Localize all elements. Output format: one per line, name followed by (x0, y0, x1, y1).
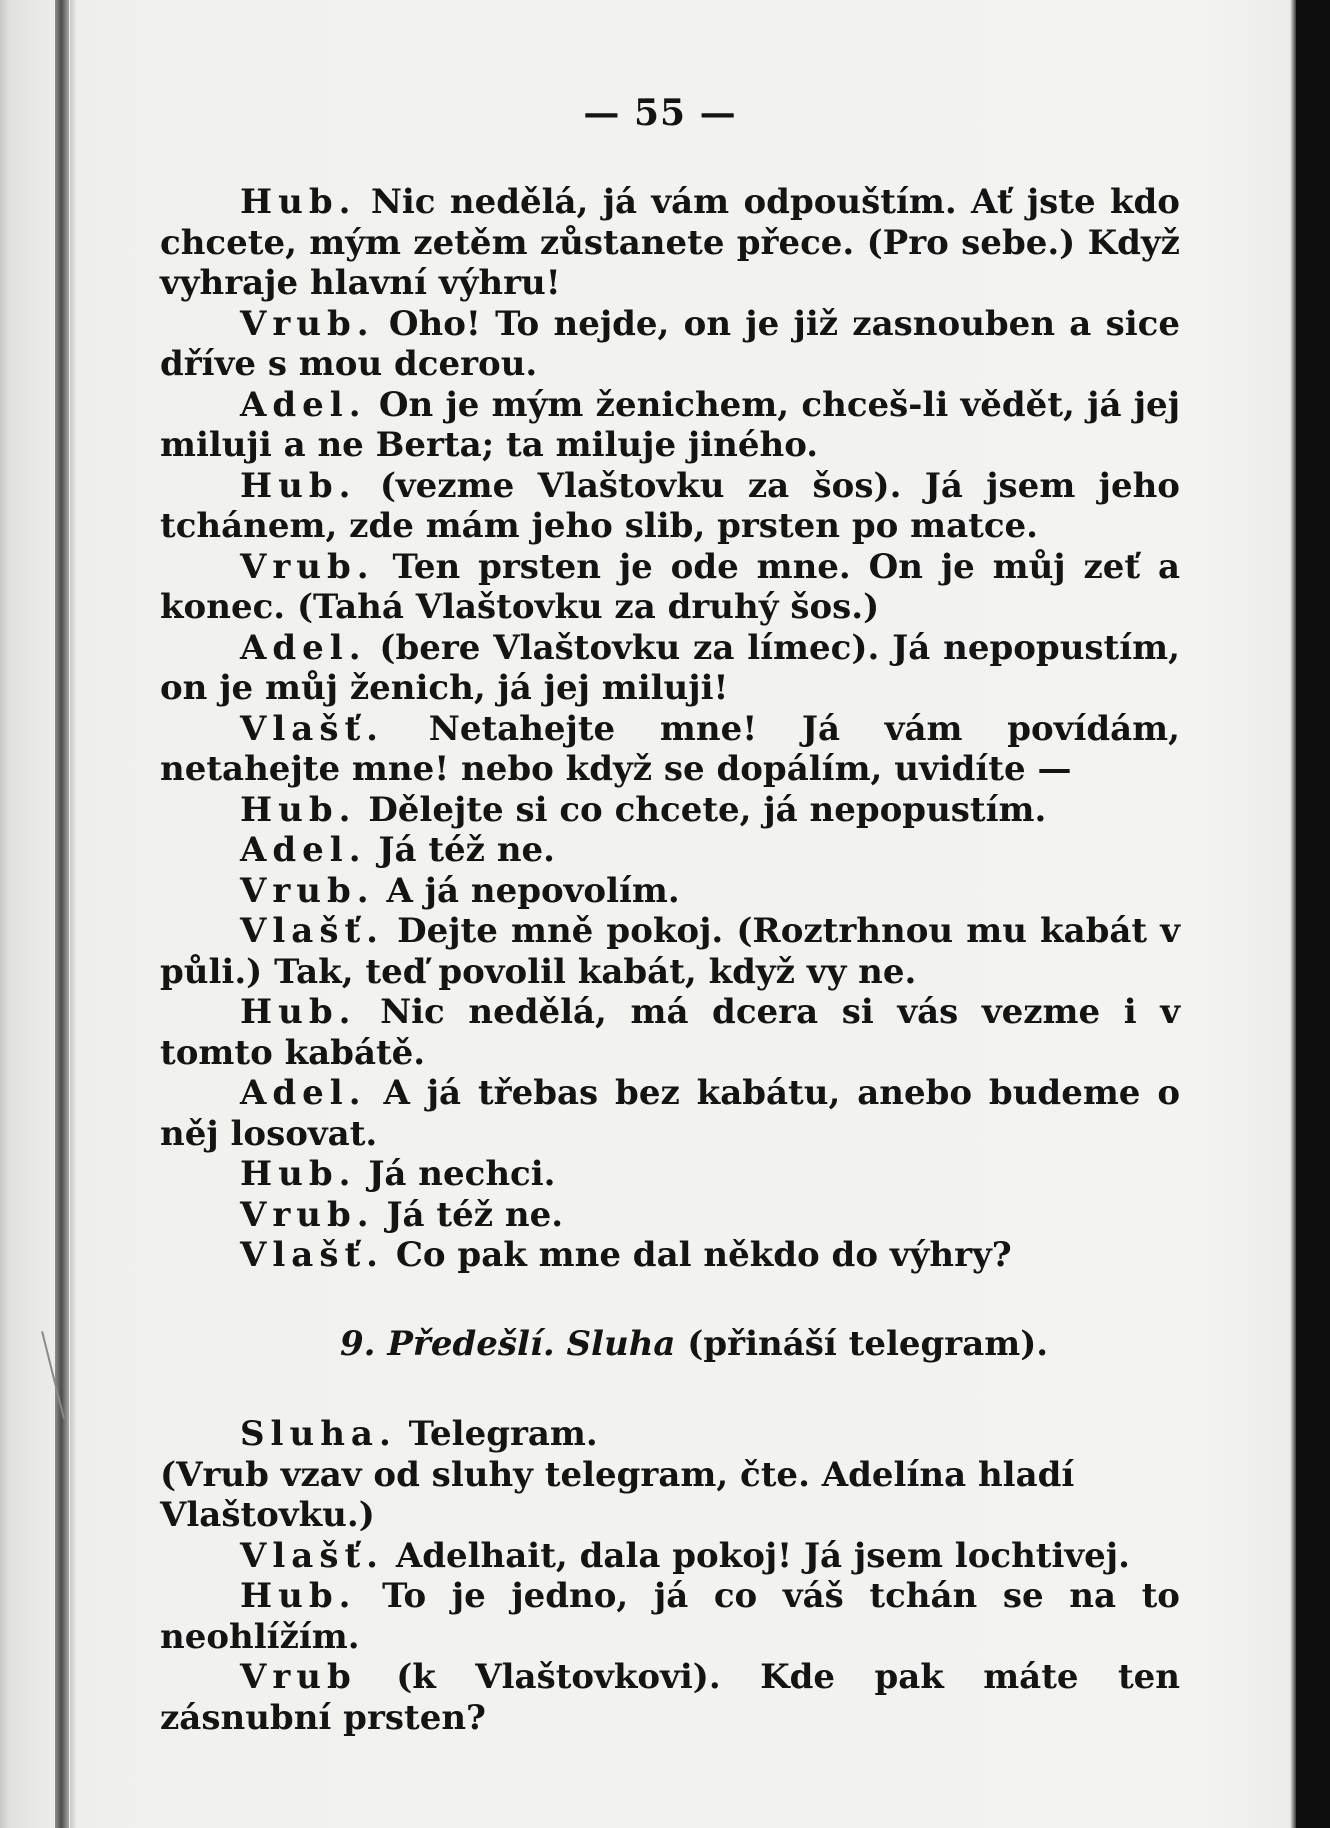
speaker-name: Adel. (240, 1073, 367, 1113)
paragraph-text: Ten prsten je ode mne. On je můj zeť a konec. (Tahá Vlaštovku za druhý šos.) (160, 546, 1181, 627)
paragraph-text: (bere Vlaštovku za límec). Já nepopustím, on je můj ženich, já jej miluji! (160, 627, 1180, 708)
paragraph-text: A já třebas bez kabátu, anebo budeme o něj losovat. (160, 1073, 1180, 1154)
speaker-name: Hub. (240, 992, 357, 1032)
body-text (160, 182, 1180, 1738)
paragraph (160, 871, 1180, 912)
paragraph-text: Dejte mně pokoj. (Roztrhnou mu kabát v půli.) Tak, teď povolil kabát, když vy ne. (160, 911, 1180, 992)
speaker-name: Vrub. (240, 546, 375, 587)
paragraph-text: Dělejte si co chcete, já nepopustím. (368, 789, 1047, 830)
paragraph-text: Já nechci. (368, 1154, 556, 1194)
speaker-name: Hub. (240, 1576, 357, 1616)
paragraph (160, 1414, 1180, 1455)
paragraph (160, 830, 1180, 871)
paragraph-text: On je mým ženichem, chceš-li vědět, já jej miluji a ne Berta; ta miluje jiného. (160, 384, 1180, 465)
paragraph-text: Adelhait, dala pokoj! Já jsem lochtivej. (395, 1535, 1130, 1576)
speaker-name: Vrub (240, 1657, 357, 1697)
paragraph-text: Já též ne. (378, 830, 556, 870)
paragraph-text: (vezme Vlaštovku za šos). Já jsem jeho tchánem, zde mám jeho slib, prsten po matce. (160, 465, 1180, 546)
paragraph (160, 547, 1180, 628)
speaker-name: Vrub. (240, 303, 375, 344)
speaker-name: Vlašť. (240, 1535, 385, 1576)
scene-heading (160, 1324, 1180, 1365)
speaker-name: Adel. (240, 384, 367, 425)
paragraph (160, 790, 1180, 831)
speaker-name: Hub. (240, 1154, 357, 1194)
paragraph-text: Nic nedělá, má dcera si vás vezme i v tomto kabátě. (160, 992, 1180, 1073)
paragraph-text: Oho! To nejde, on je již zasnouben a sice dříve s mou dcerou. (160, 303, 1180, 384)
paragraph-text: A já nepovolím. (386, 870, 680, 911)
speaker-name: Vrub. (240, 1194, 375, 1235)
speaker-name: Vlašť. (240, 708, 385, 749)
paragraph (160, 1195, 1180, 1236)
paragraph-text: Já též ne. (386, 1194, 564, 1235)
paragraph (160, 304, 1180, 385)
paragraph (160, 466, 1180, 547)
paragraph-text: Netahejte mne! Já vám povídám, netahejte mne! nebo když se dopálím, uvidíte — (160, 708, 1180, 789)
paragraph (160, 1073, 1180, 1154)
speaker-name: Adel. (240, 830, 367, 870)
speaker-name: Vlašť. (240, 1235, 385, 1275)
paragraph (160, 385, 1180, 466)
speaker-name: Adel. (240, 627, 367, 668)
paragraph (160, 1657, 1180, 1738)
paragraph (160, 1536, 1180, 1577)
scene-persons: Předešlí. Sluha (387, 1323, 676, 1364)
paragraph (160, 911, 1180, 992)
speaker-name: Vrub. (240, 870, 375, 911)
paragraph-text: Telegram. (408, 1414, 598, 1454)
paragraph-text: (k Vlaštovkovi). Kde pak máte ten zásnubní prsten? (160, 1657, 1180, 1738)
speaker-name: Hub. (240, 465, 357, 506)
paragraph-text: (Vrub vzav od sluhy telegram, čte. Adelína hladí Vlaštovku.) (160, 1454, 1075, 1535)
scene-number: 9. (340, 1323, 376, 1364)
paragraph (160, 182, 1180, 304)
scene-note: (přináší telegram). (687, 1323, 1049, 1364)
page-number: — 55 — (583, 92, 737, 134)
paragraph (160, 628, 1180, 709)
speaker-name: Hub. (240, 789, 357, 830)
stage-direction (160, 1455, 1180, 1536)
paragraph (160, 709, 1180, 790)
paragraph (160, 1235, 1180, 1276)
speaker-name: Hub. (240, 182, 357, 222)
paragraph (160, 1154, 1180, 1195)
speaker-name: Sluha. (240, 1414, 397, 1454)
speaker-name: Vlašť. (240, 911, 385, 951)
paragraph (160, 992, 1180, 1073)
paragraph-text: Nic nedělá, já vám odpouštím. Ať jste kdo chcete, mým zetěm zůstanete přece. (Pro sebe.) Když vyhraje hlavní výhru! (160, 182, 1180, 303)
paragraph-text: To je jedno, já co váš tchán se na to neohlížím. (160, 1576, 1180, 1657)
paragraph (160, 1576, 1180, 1657)
paragraph-text: Co pak mne dal někdo do výhry? (395, 1235, 1012, 1275)
